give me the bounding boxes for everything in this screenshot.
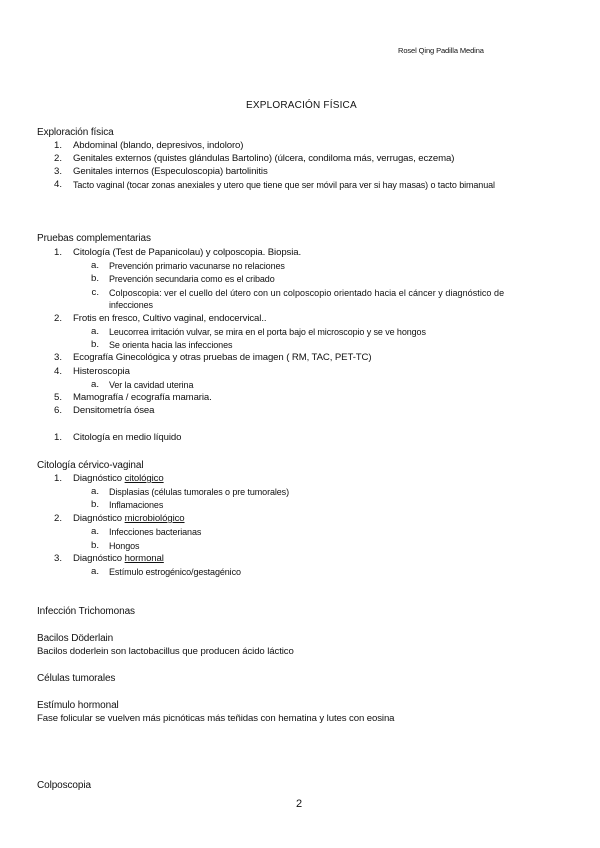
sublist-item: Se orienta hacia las infecciones (109, 340, 233, 350)
list-item: Genitales internos (Especuloscopia) bartolinitis (73, 166, 268, 177)
item-prefix: Diagnóstico (73, 473, 125, 484)
sublist-item: Estímulo estrogénico/gestagénico (109, 567, 241, 577)
sublist-letter: a. (90, 260, 99, 271)
estimulo-text: Fase folicular se vuelven más picnóticas más teñidas con hematina y lutes con eosina (37, 713, 395, 724)
colposcopia-heading: Colposcopia (37, 780, 91, 791)
list-number: 1. (53, 140, 62, 151)
citologia-heading: Citología cérvico-vaginal (37, 460, 144, 471)
list-item (73, 473, 164, 485)
list-number: 1. (53, 247, 62, 258)
list-number: 6. (53, 405, 62, 416)
list-number: 4. (53, 179, 62, 190)
underlined-term: hormonal (124, 553, 164, 564)
list-item: Histeroscopia (73, 366, 130, 377)
list-item: Frotis en fresco, Cultivo vaginal, endocervical.. (73, 313, 267, 324)
list-number: 3. (53, 166, 62, 177)
sublist-item: Leucorrea irritación vulvar, se mira en el porta bajo el microscopio y se ve hongos (109, 327, 426, 337)
sublist-letter: a. (90, 566, 99, 577)
sublist-letter: a. (90, 486, 99, 497)
list-item: Abdominal (blando, depresivos, indoloro) (73, 140, 244, 151)
list-item: Densitometría ósea (73, 405, 155, 416)
tumorales-heading: Células tumorales (37, 673, 116, 684)
list-number: 1. (53, 473, 62, 484)
sublist-item: Inflamaciones (109, 500, 164, 510)
sublist-letter: a. (90, 526, 99, 537)
sublist-item: Hongos (109, 541, 140, 551)
sublist-letter: a. (90, 326, 99, 337)
list-number: 2. (53, 513, 62, 524)
list-number: 2. (53, 313, 62, 324)
sublist-item: Displasias (células tumorales o pre tumorales) (109, 487, 289, 497)
sublist-item-continuation: infecciones (109, 300, 153, 310)
page-number: 2 (296, 798, 303, 810)
item-prefix: Diagnóstico (73, 513, 125, 524)
list-item: Ecografía Ginecológica y otras pruebas de imagen ( RM, TAC, PET-TC) (73, 352, 372, 363)
list-item: Citología (Test de Papanicolau) y colposcopia. Biopsia. (73, 247, 302, 258)
sublist-letter: b. (90, 499, 99, 510)
trichomonas-heading: Infección Trichomonas (37, 606, 135, 617)
sublist-item: Colposcopia: ver el cuello del útero con un colposcopio orientado hacia el cáncer y diagnóstico de (109, 288, 505, 298)
sublist-letter: c. (91, 287, 99, 298)
underlined-term: citológico (124, 473, 164, 484)
list-number: 1. (53, 432, 62, 443)
pruebas-heading: Pruebas complementarias (37, 233, 151, 244)
list-item (73, 513, 185, 525)
doderlein-text: Bacilos doderlein son lactobacillus que producen ácido láctico (37, 646, 294, 657)
list-number: 4. (53, 366, 62, 377)
sublist-item: Ver la cavidad uterina (109, 380, 194, 390)
sublist-item: Prevención primario vacunarse no relaciones (109, 261, 285, 271)
list-item: Citología en medio líquido (73, 432, 182, 443)
list-item (73, 553, 164, 565)
sublist-letter: b. (90, 273, 99, 284)
list-item: Mamografía / ecografía mamaria. (73, 392, 212, 403)
list-item: Genitales externos (quistes glándulas Bartolino) (úlcera, condiloma más, verrugas, eczema) (73, 153, 455, 164)
underlined-term: microbiológico (124, 513, 185, 524)
sublist-letter: a. (90, 379, 99, 390)
list-number: 3. (53, 553, 62, 564)
page-title: EXPLORACIÓN FÍSICA (246, 100, 357, 111)
sublist-letter: b. (90, 540, 99, 551)
doderlein-heading: Bacilos Döderlain (37, 633, 114, 644)
sublist-item: Infecciones bacterianas (109, 527, 202, 537)
list-number: 3. (53, 352, 62, 363)
list-number: 5. (53, 392, 62, 403)
list-number: 2. (53, 153, 62, 164)
sublist-item: Prevención secundaria como es el cribado (109, 274, 275, 284)
item-prefix: Diagnóstico (73, 553, 125, 564)
list-item: Tacto vaginal (tocar zonas anexiales y utero que tiene que ser móvil para ver si hay masas) o tacto bimanual (73, 180, 495, 190)
estimulo-heading: Estímulo hormonal (37, 700, 119, 711)
sublist-letter: b. (90, 339, 99, 350)
author-header: Rosel Qing Padilla Medina (398, 46, 484, 55)
exploracion-heading: Exploración física (37, 127, 114, 138)
